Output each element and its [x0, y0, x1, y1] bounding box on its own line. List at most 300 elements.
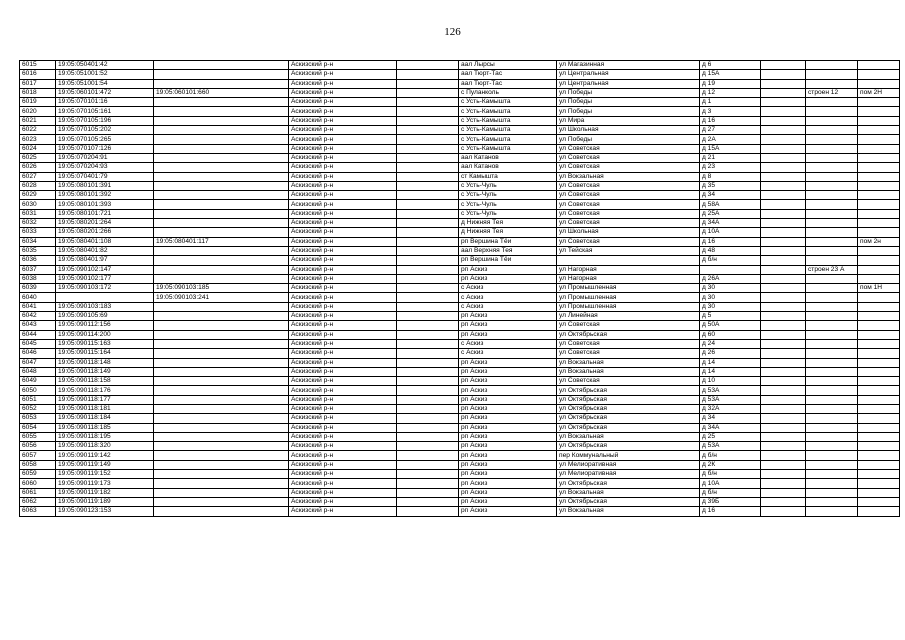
street-cell: ул Октябрьская — [557, 423, 700, 432]
blank-cell — [397, 395, 459, 404]
settlement-cell: ст Камышта — [459, 172, 557, 181]
blank-cell — [761, 256, 806, 265]
district-cell: Аскизский р-н — [289, 414, 397, 423]
building-cell — [806, 367, 858, 376]
building-cell — [806, 79, 858, 88]
building-cell — [806, 246, 858, 255]
page-number: 126 — [444, 26, 461, 38]
row-number-cell: 6043 — [20, 321, 56, 330]
row-number-cell: 6050 — [20, 386, 56, 395]
table-row — [20, 98, 900, 107]
row-number-cell: 6016 — [20, 70, 56, 79]
blank-cell — [761, 386, 806, 395]
related-cadastral-number-cell — [154, 98, 289, 107]
blank-cell — [397, 116, 459, 125]
blank-cell — [397, 432, 459, 441]
premises-cell — [858, 274, 900, 283]
cadastral-number-cell: 19:05:090112:156 — [56, 321, 154, 330]
premises-cell — [858, 460, 900, 469]
table-row — [20, 61, 900, 70]
cadastral-number-cell: 19:05:090102:177 — [56, 274, 154, 283]
table-row — [20, 507, 900, 516]
district-cell: Аскизский р-н — [289, 200, 397, 209]
house-cell: д 10А — [700, 479, 761, 488]
table-row — [20, 377, 900, 386]
row-number-cell: 6034 — [20, 237, 56, 246]
street-cell: ул Победы — [557, 107, 700, 116]
house-cell: д 21 — [700, 153, 761, 162]
district-cell: Аскизский р-н — [289, 172, 397, 181]
blank-cell — [761, 339, 806, 348]
row-number-cell: 6061 — [20, 488, 56, 497]
street-cell: ул Вокзальная — [557, 367, 700, 376]
row-number-cell: 6030 — [20, 200, 56, 209]
settlement-cell: рп Аскиз — [459, 274, 557, 283]
cadastral-number-cell: 19:05:080201:264 — [56, 219, 154, 228]
cadastral-number-cell: 19:05:060101:472 — [56, 88, 154, 97]
street-cell: ул Тейская — [557, 246, 700, 255]
district-cell: Аскизский р-н — [289, 330, 397, 339]
row-number-cell: 6018 — [20, 88, 56, 97]
settlement-cell: рп Аскиз — [459, 330, 557, 339]
building-cell — [806, 404, 858, 413]
blank-cell — [761, 209, 806, 218]
blank-cell — [397, 135, 459, 144]
settlement-cell: д Нижняя Тея — [459, 228, 557, 237]
blank-cell — [397, 470, 459, 479]
settlement-cell: с Аскиз — [459, 349, 557, 358]
blank-cell — [761, 246, 806, 255]
building-cell — [806, 191, 858, 200]
row-number-cell: 6063 — [20, 507, 56, 516]
building-cell — [806, 163, 858, 172]
related-cadastral-number-cell — [154, 228, 289, 237]
street-cell: пер Коммунальный — [557, 451, 700, 460]
table-row — [20, 209, 900, 218]
building-cell — [806, 135, 858, 144]
cadastral-number-cell: 19:05:070105:202 — [56, 126, 154, 135]
row-number-cell: 6040 — [20, 293, 56, 302]
building-cell — [806, 386, 858, 395]
table-row — [20, 265, 900, 274]
premises-cell — [858, 358, 900, 367]
blank-cell — [397, 79, 459, 88]
row-number-cell: 6033 — [20, 228, 56, 237]
street-cell: ул Октябрьская — [557, 395, 700, 404]
blank-cell — [761, 330, 806, 339]
settlement-cell: с Усть-Камышта — [459, 107, 557, 116]
related-cadastral-number-cell — [154, 451, 289, 460]
related-cadastral-number-cell — [154, 488, 289, 497]
premises-cell: пом 2Н — [858, 88, 900, 97]
row-number-cell: 6054 — [20, 423, 56, 432]
street-cell: ул Советская — [557, 219, 700, 228]
house-cell: д 32А — [700, 404, 761, 413]
premises-cell — [858, 488, 900, 497]
settlement-cell: рп Аскиз — [459, 386, 557, 395]
building-cell — [806, 200, 858, 209]
street-cell: ул Победы — [557, 135, 700, 144]
street-cell: ул Вокзальная — [557, 507, 700, 516]
district-cell: Аскизский р-н — [289, 488, 397, 497]
blank-cell — [761, 432, 806, 441]
district-cell: Аскизский р-н — [289, 153, 397, 162]
blank-cell — [761, 442, 806, 451]
blank-cell — [761, 284, 806, 293]
cadastral-number-cell: 19:05:090119:149 — [56, 460, 154, 469]
settlement-cell: с Пуланколь — [459, 88, 557, 97]
blank-cell — [761, 265, 806, 274]
table-row — [20, 404, 900, 413]
related-cadastral-number-cell — [154, 163, 289, 172]
cadastral-number-cell: 19:05:090118:148 — [56, 358, 154, 367]
blank-cell — [397, 265, 459, 274]
row-number-cell: 6029 — [20, 191, 56, 200]
house-cell: д 34А — [700, 219, 761, 228]
blank-cell — [397, 181, 459, 190]
related-cadastral-number-cell — [154, 395, 289, 404]
district-cell: Аскизский р-н — [289, 144, 397, 153]
premises-cell — [858, 442, 900, 451]
cadastral-number-cell: 19:05:080101:393 — [56, 200, 154, 209]
table-row — [20, 144, 900, 153]
settlement-cell: аал Тюрт-Тас — [459, 70, 557, 79]
house-cell: д 30 — [700, 293, 761, 302]
house-cell: д 30 — [700, 302, 761, 311]
blank-cell — [761, 116, 806, 125]
cadastral-number-cell: 19:05:080401:82 — [56, 246, 154, 255]
blank-cell — [397, 460, 459, 469]
blank-cell — [397, 246, 459, 255]
settlement-cell: аал Лырсы — [459, 61, 557, 70]
blank-cell — [397, 451, 459, 460]
blank-cell — [397, 330, 459, 339]
row-number-cell: 6062 — [20, 497, 56, 506]
related-cadastral-number-cell — [154, 135, 289, 144]
district-cell: Аскизский р-н — [289, 284, 397, 293]
blank-cell — [397, 442, 459, 451]
house-cell: д 14 — [700, 367, 761, 376]
blank-cell — [397, 163, 459, 172]
table-row — [20, 339, 900, 348]
building-cell — [806, 209, 858, 218]
blank-cell — [761, 451, 806, 460]
related-cadastral-number-cell — [154, 107, 289, 116]
house-cell: д 5 — [700, 312, 761, 321]
street-cell: ул Мелиоративная — [557, 460, 700, 469]
street-cell: ул Школьная — [557, 228, 700, 237]
cadastral-number-cell: 19:05:090119:173 — [56, 479, 154, 488]
settlement-cell: рп Аскиз — [459, 442, 557, 451]
table-row — [20, 200, 900, 209]
street-cell: ул Мелиоративная — [557, 470, 700, 479]
cadastral-number-cell: 19:05:090118:149 — [56, 367, 154, 376]
building-cell — [806, 98, 858, 107]
cadastral-number-cell: 19:05:090118:181 — [56, 404, 154, 413]
settlement-cell: рп Аскиз — [459, 395, 557, 404]
settlement-cell: аал Тюрт-Тас — [459, 79, 557, 88]
house-cell: д 2К — [700, 460, 761, 469]
row-number-cell: 6044 — [20, 330, 56, 339]
premises-cell — [858, 79, 900, 88]
blank-cell — [397, 293, 459, 302]
blank-cell — [761, 404, 806, 413]
row-number-cell: 6060 — [20, 479, 56, 488]
cadastral-number-cell: 19:05:080401:108 — [56, 237, 154, 246]
cadastral-number-cell: 19:05:070401:79 — [56, 172, 154, 181]
blank-cell — [761, 507, 806, 516]
settlement-cell: с Аскиз — [459, 284, 557, 293]
cadastral-number-cell: 19:05:090114:200 — [56, 330, 154, 339]
street-cell: ул Советская — [557, 181, 700, 190]
district-cell: Аскизский р-н — [289, 61, 397, 70]
related-cadastral-number-cell: 19:05:090103:185 — [154, 284, 289, 293]
row-number-cell: 6058 — [20, 460, 56, 469]
building-cell — [806, 460, 858, 469]
blank-cell — [397, 219, 459, 228]
cadastral-number-cell: 19:05:090103:172 — [56, 284, 154, 293]
blank-cell — [761, 293, 806, 302]
street-cell: ул Нагорная — [557, 274, 700, 283]
related-cadastral-number-cell — [154, 219, 289, 228]
blank-cell — [397, 349, 459, 358]
premises-cell — [858, 181, 900, 190]
district-cell: Аскизский р-н — [289, 265, 397, 274]
blank-cell — [397, 209, 459, 218]
district-cell: Аскизский р-н — [289, 209, 397, 218]
building-cell — [806, 414, 858, 423]
cadastral-number-cell: 19:05:090105:69 — [56, 312, 154, 321]
table-row — [20, 181, 900, 190]
related-cadastral-number-cell — [154, 479, 289, 488]
house-cell: д 25 — [700, 432, 761, 441]
street-cell: ул Вокзальная — [557, 432, 700, 441]
cadastral-number-cell: 19:05:090118:184 — [56, 414, 154, 423]
settlement-cell: рп Аскиз — [459, 507, 557, 516]
house-cell: д 3 — [700, 107, 761, 116]
premises-cell — [858, 172, 900, 181]
building-cell — [806, 339, 858, 348]
house-cell: д 34 — [700, 191, 761, 200]
related-cadastral-number-cell: 19:05:080401:117 — [154, 237, 289, 246]
table-row — [20, 386, 900, 395]
district-cell: Аскизский р-н — [289, 442, 397, 451]
row-number-cell: 6047 — [20, 358, 56, 367]
blank-cell — [397, 61, 459, 70]
street-cell: ул Октябрьская — [557, 386, 700, 395]
blank-cell — [761, 153, 806, 162]
table-row — [20, 479, 900, 488]
district-cell: Аскизский р-н — [289, 395, 397, 404]
house-cell: д 60 — [700, 330, 761, 339]
building-cell — [806, 358, 858, 367]
building-cell — [806, 219, 858, 228]
premises-cell — [858, 219, 900, 228]
blank-cell — [397, 386, 459, 395]
row-number-cell: 6057 — [20, 451, 56, 460]
related-cadastral-number-cell — [154, 209, 289, 218]
table-row — [20, 330, 900, 339]
building-cell — [806, 153, 858, 162]
premises-cell — [858, 404, 900, 413]
street-cell: ул Октябрьская — [557, 497, 700, 506]
premises-cell — [858, 135, 900, 144]
district-cell: Аскизский р-н — [289, 88, 397, 97]
house-cell: д 26 — [700, 349, 761, 358]
blank-cell — [761, 395, 806, 404]
table-row — [20, 367, 900, 376]
district-cell: Аскизский р-н — [289, 246, 397, 255]
district-cell: Аскизский р-н — [289, 98, 397, 107]
premises-cell — [858, 423, 900, 432]
blank-cell — [397, 414, 459, 423]
table-row — [20, 70, 900, 79]
cadastral-number-cell: 19:05:080401:97 — [56, 256, 154, 265]
related-cadastral-number-cell — [154, 432, 289, 441]
related-cadastral-number-cell — [154, 191, 289, 200]
house-cell: д 14 — [700, 358, 761, 367]
premises-cell — [858, 191, 900, 200]
district-cell: Аскизский р-н — [289, 107, 397, 116]
row-number-cell: 6053 — [20, 414, 56, 423]
settlement-cell: рп Аскиз — [459, 367, 557, 376]
blank-cell — [761, 460, 806, 469]
row-number-cell: 6035 — [20, 246, 56, 255]
blank-cell — [397, 237, 459, 246]
district-cell: Аскизский р-н — [289, 302, 397, 311]
district-cell: Аскизский р-н — [289, 312, 397, 321]
building-cell — [806, 256, 858, 265]
district-cell: Аскизский р-н — [289, 423, 397, 432]
related-cadastral-number-cell — [154, 330, 289, 339]
building-cell — [806, 293, 858, 302]
blank-cell — [397, 358, 459, 367]
row-number-cell: 6031 — [20, 209, 56, 218]
premises-cell — [858, 507, 900, 516]
district-cell: Аскизский р-н — [289, 163, 397, 172]
blank-cell — [761, 200, 806, 209]
blank-cell — [761, 228, 806, 237]
district-cell: Аскизский р-н — [289, 228, 397, 237]
row-number-cell: 6038 — [20, 274, 56, 283]
street-cell: ул Советская — [557, 237, 700, 246]
related-cadastral-number-cell — [154, 246, 289, 255]
settlement-cell: рп Аскиз — [459, 358, 557, 367]
street-cell: ул Победы — [557, 98, 700, 107]
blank-cell — [761, 237, 806, 246]
related-cadastral-number-cell — [154, 61, 289, 70]
table-row — [20, 414, 900, 423]
building-cell — [806, 377, 858, 386]
cadastral-number-cell: 19:05:070204:91 — [56, 153, 154, 162]
blank-cell — [761, 88, 806, 97]
cadastral-number-cell: 19:05:090118:158 — [56, 377, 154, 386]
district-cell: Аскизский р-н — [289, 432, 397, 441]
district-cell: Аскизский р-н — [289, 135, 397, 144]
street-cell: ул Школьная — [557, 126, 700, 135]
table-row — [20, 246, 900, 255]
house-cell: д 19 — [700, 79, 761, 88]
premises-cell: пом 1Н — [858, 284, 900, 293]
cadastral-number-cell: 19:05:090118:195 — [56, 432, 154, 441]
settlement-cell: д Нижняя Тея — [459, 219, 557, 228]
house-cell: д 26А — [700, 274, 761, 283]
related-cadastral-number-cell — [154, 79, 289, 88]
row-number-cell: 6023 — [20, 135, 56, 144]
premises-cell — [858, 126, 900, 135]
related-cadastral-number-cell — [154, 339, 289, 348]
related-cadastral-number-cell — [154, 302, 289, 311]
register-body — [20, 61, 900, 517]
building-cell — [806, 507, 858, 516]
house-cell: д 12 — [700, 88, 761, 97]
blank-cell — [761, 423, 806, 432]
blank-cell — [397, 126, 459, 135]
related-cadastral-number-cell — [154, 377, 289, 386]
table-row — [20, 126, 900, 135]
row-number-cell: 6046 — [20, 349, 56, 358]
property-register-table — [19, 60, 900, 517]
cadastral-number-cell: 19:05:051001:52 — [56, 70, 154, 79]
building-cell — [806, 432, 858, 441]
premises-cell — [858, 98, 900, 107]
table-row — [20, 302, 900, 311]
building-cell — [806, 479, 858, 488]
district-cell: Аскизский р-н — [289, 460, 397, 469]
row-number-cell: 6041 — [20, 302, 56, 311]
building-cell — [806, 330, 858, 339]
blank-cell — [761, 70, 806, 79]
table-row — [20, 237, 900, 246]
blank-cell — [397, 377, 459, 386]
street-cell: ул Победы — [557, 88, 700, 97]
related-cadastral-number-cell — [154, 70, 289, 79]
blank-cell — [397, 302, 459, 311]
blank-cell — [761, 488, 806, 497]
cadastral-number-cell: 19:05:090118:320 — [56, 442, 154, 451]
settlement-cell: с Усть-Камышта — [459, 116, 557, 125]
district-cell: Аскизский р-н — [289, 349, 397, 358]
district-cell: Аскизский р-н — [289, 293, 397, 302]
row-number-cell: 6017 — [20, 79, 56, 88]
row-number-cell: 6055 — [20, 432, 56, 441]
settlement-cell: с Аскиз — [459, 302, 557, 311]
district-cell: Аскизский р-н — [289, 497, 397, 506]
building-cell — [806, 144, 858, 153]
blank-cell — [397, 321, 459, 330]
house-cell: д 15А — [700, 144, 761, 153]
blank-cell — [761, 144, 806, 153]
district-cell: Аскизский р-н — [289, 126, 397, 135]
blank-cell — [761, 367, 806, 376]
blank-cell — [397, 479, 459, 488]
building-cell — [806, 228, 858, 237]
blank-cell — [397, 367, 459, 376]
building-cell — [806, 423, 858, 432]
premises-cell — [858, 479, 900, 488]
house-cell: д 10 — [700, 377, 761, 386]
row-number-cell: 6056 — [20, 442, 56, 451]
row-number-cell: 6042 — [20, 312, 56, 321]
blank-cell — [397, 488, 459, 497]
blank-cell — [761, 377, 806, 386]
table-row — [20, 153, 900, 162]
building-cell — [806, 488, 858, 497]
house-cell: д 6 — [700, 61, 761, 70]
cadastral-number-cell: 19:05:090119:152 — [56, 470, 154, 479]
cadastral-number-cell: 19:05:070204:93 — [56, 163, 154, 172]
blank-cell — [761, 349, 806, 358]
